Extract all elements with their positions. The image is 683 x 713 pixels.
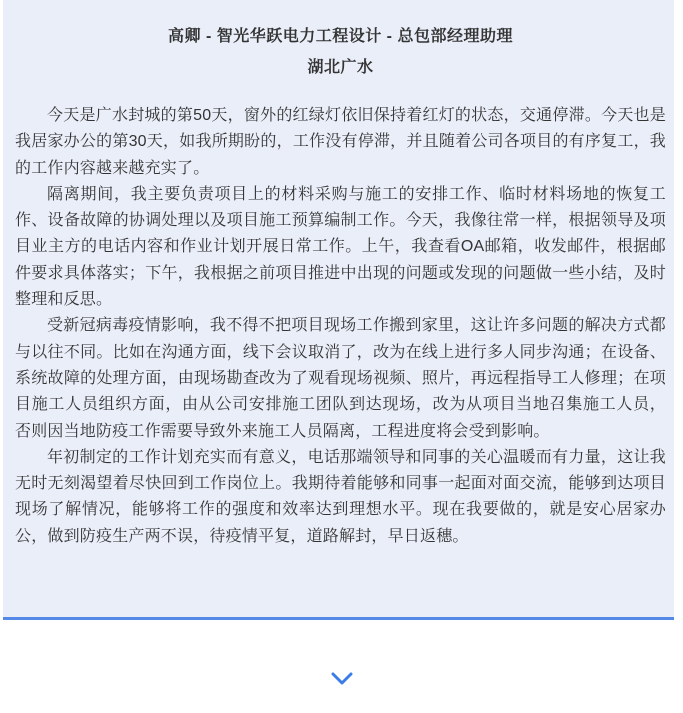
footer <box>0 620 683 710</box>
diary-paragraph: 受新冠病毒疫情影响，我不得不把项目现场工作搬到家里，这让许多问题的解决方式都与以往不同。比如在沟通方面，线下会议取消了，改为在线上进行多人同步沟通；在设备、系统故障的处理方面，由现场勘查改为了观看现场视频、照片，再远程指导工人修理；在项目施工人员组织方面，由从公司安排施工团队到达现场，改为从项目当地召集施工人员， 否则因当地防疫工作需要导致外来施工人员隔离，工程进度将会受到影响。 <box>15 317 666 440</box>
diary-body <box>15 103 666 550</box>
diary-paragraph: 今天是广水封城的第50天，窗外的红绿灯依旧保持着红灯的状态，交通停滞。今天也是我居家办公的第30天，如我所期盼的，工作没有停滞，并且随着公司各项目的有序复工，我的工作内容越来越充实了。 <box>15 107 666 177</box>
chevron-down-icon <box>331 672 353 686</box>
diary-paragraph: 隔离期间，我主要负责项目上的材料采购与施工的安排工作、临时材料场地的恢复工作、设备故障的协调处理以及项目施工预算编制工作。今天，我像往常一样，根据领导及项目业主方的电话内容和作业计划开展日常工作。上午，我查看OA邮箱，收发邮件，根据邮件要求具体落实；下午，我根据之前项目推进中出现的问题或发现的问题做一些小结，及时整理和反思。 <box>15 185 666 309</box>
page-subtitle: 湖北广水 <box>307 59 374 76</box>
diary-paragraph: 年初制定的工作计划充实而有意义，电话那端领导和同事的关心温暖而有力量，这让我无时无刻渴望着尽快回到工作岗位上。我期待着能够和同事一起面对面交流，能够到达项目现场了解情况，能够将工作的强度和效率达到理想水平。现在我要做的，就是安心居家办公，做到防疫生产两不误，待疫情平复，道路解封，早日返穗。 <box>15 448 666 545</box>
page-title: 高卿 - 智光华跃电力工程设计 - 总包部经理助理 <box>168 28 513 45</box>
expand-button[interactable] <box>327 670 357 688</box>
diary-card <box>3 0 674 620</box>
